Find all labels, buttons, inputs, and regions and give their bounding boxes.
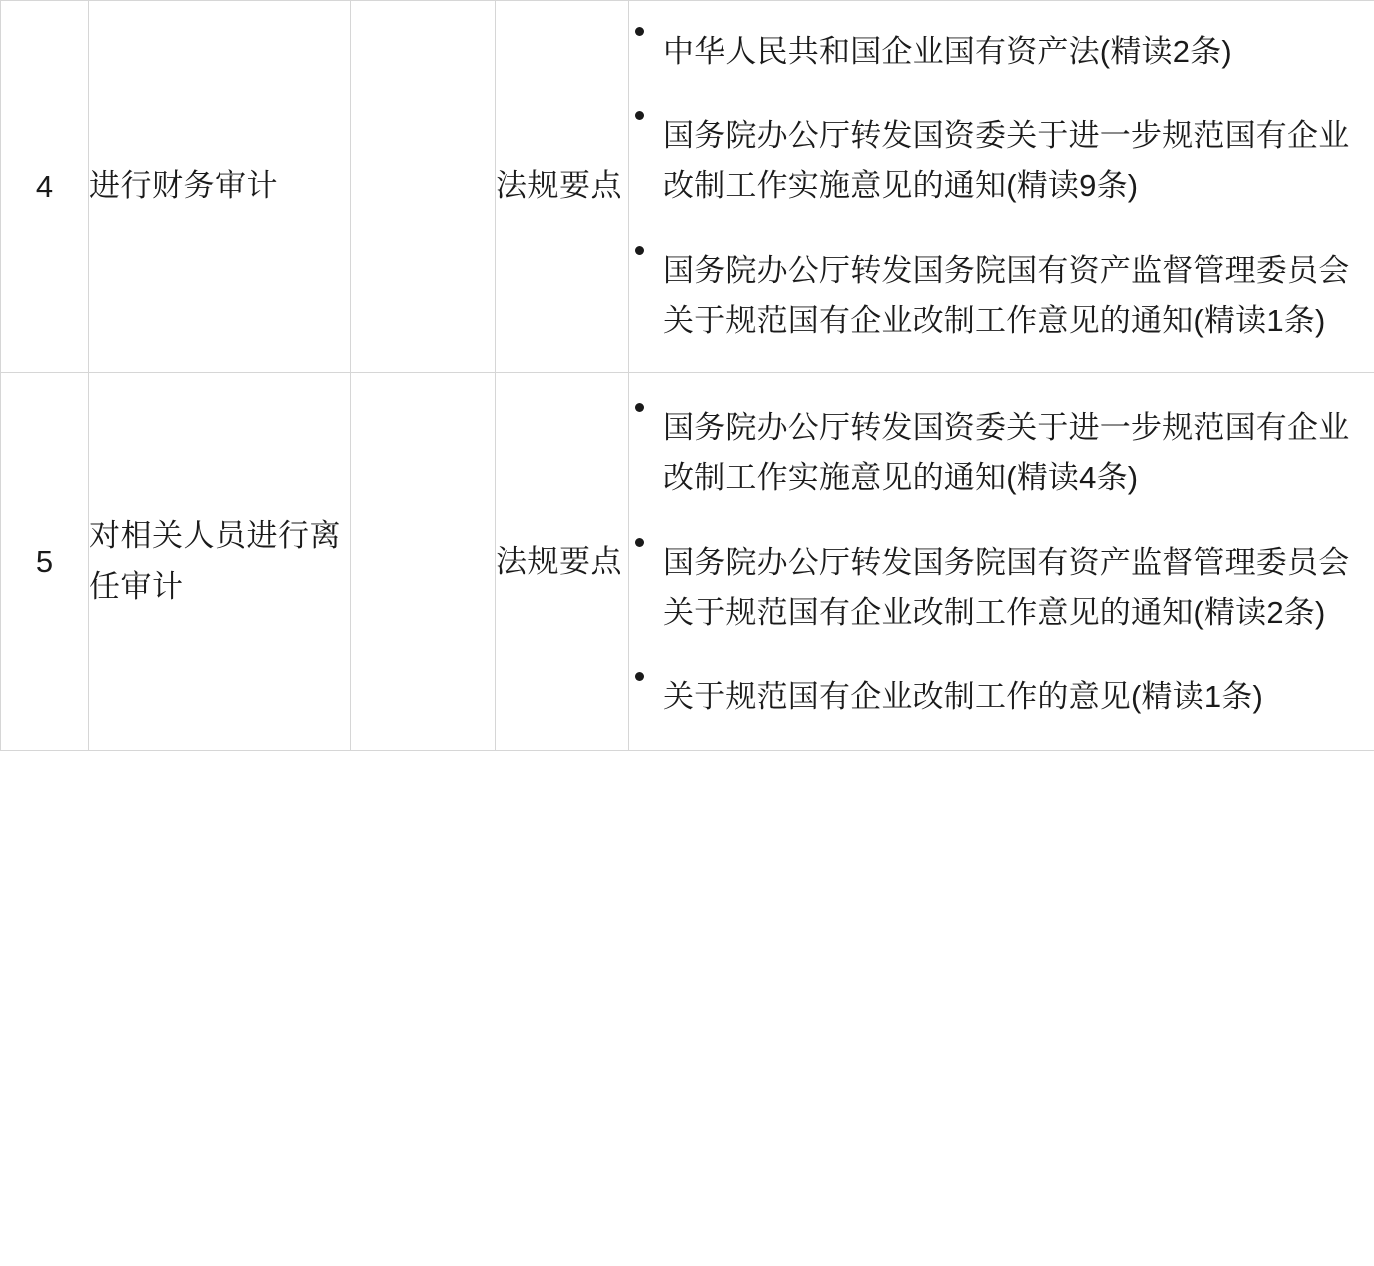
regulation-list: [629, 27, 1374, 346]
bullet-icon: [635, 538, 644, 547]
row-type-cell: 法规要点: [496, 373, 629, 751]
list-item-label: 国务院办公厅转发国务院国有资产监督管理委员会关于规范国有企业改制工作意见的通知(精读1条): [663, 252, 1350, 338]
list-item: [629, 672, 1374, 722]
list-item: [629, 111, 1374, 211]
row-items-cell: [629, 373, 1374, 751]
row-index-cell: 4: [1, 1, 89, 373]
row-task-cell: 对相关人员进行离任审计: [89, 373, 351, 751]
bullet-icon: [635, 111, 644, 120]
row-task-cell: 进行财务审计: [89, 1, 351, 373]
bullet-icon: [635, 403, 644, 412]
row-blank-cell: [351, 1, 496, 373]
row-blank-cell: [351, 373, 496, 751]
row-type-cell: 法规要点: [496, 1, 629, 373]
table-row: [1, 1, 1374, 373]
list-item-label: 国务院办公厅转发国务院国有资产监督管理委员会关于规范国有企业改制工作意见的通知(精读2条): [663, 544, 1350, 630]
bullet-icon: [635, 27, 644, 36]
row-items-cell: [629, 1, 1374, 373]
list-item-label: 中华人民共和国企业国有资产法(精读2条): [663, 34, 1232, 69]
bullet-icon: [635, 246, 644, 255]
row-index-cell: 5: [1, 373, 89, 751]
list-item: [629, 246, 1374, 346]
list-item-label: 关于规范国有企业改制工作的意见(精读1条): [663, 678, 1264, 714]
list-item: [629, 27, 1374, 77]
list-item: [629, 403, 1374, 503]
table-row: [1, 373, 1374, 751]
bullet-icon: [635, 672, 644, 681]
regulation-list: [629, 403, 1374, 722]
list-item-label: 国务院办公厅转发国资委关于进一步规范国有企业改制工作实施意见的通知(精读9条): [663, 118, 1350, 204]
list-item-label: 国务院办公厅转发国资委关于进一步规范国有企业改制工作实施意见的通知(精读4条): [663, 410, 1350, 496]
list-item: [629, 538, 1374, 638]
